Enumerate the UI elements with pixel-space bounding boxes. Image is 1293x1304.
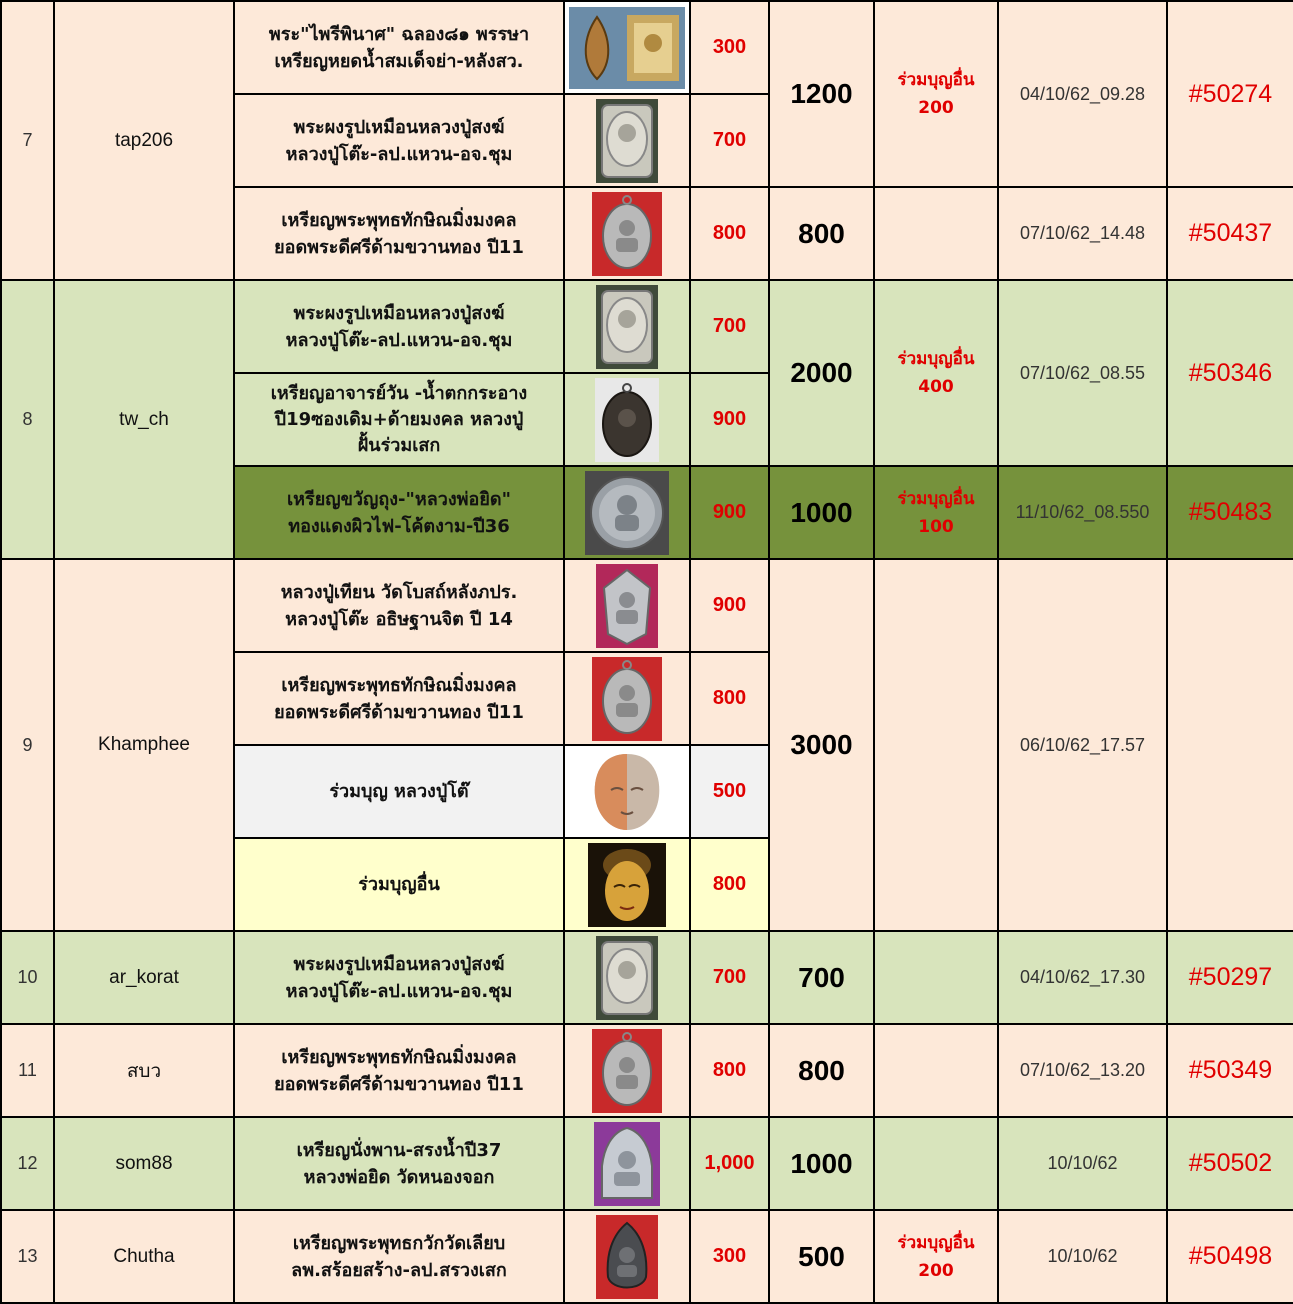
- transfer-date: 04/10/62_09.28: [998, 1, 1167, 187]
- total-amount: 500: [769, 1210, 874, 1303]
- transfer-date: 10/10/62: [998, 1210, 1167, 1303]
- item-photo: [564, 1, 690, 94]
- item-description: เหรียญนั่งพาน-สรงน้ำปี37 หลวงพ่อยิด วัดหนองจอก: [234, 1117, 564, 1210]
- amulet-photo-icon: [592, 1029, 662, 1113]
- item-photo: [564, 373, 690, 466]
- row-number: 12: [1, 1117, 54, 1210]
- reference-number: #50274: [1167, 1, 1293, 187]
- table-row: [1, 1210, 1293, 1303]
- transfer-date: 07/10/62_13.20: [998, 1024, 1167, 1117]
- item-photo: [564, 1024, 690, 1117]
- buddha-face-icon: [571, 750, 683, 834]
- item-description: ร่วมบุญ หลวงปู่โต๊: [234, 745, 564, 838]
- item-price: 800: [690, 838, 769, 931]
- username: tap206: [54, 1, 234, 280]
- username: tw_ch: [54, 280, 234, 559]
- transfer-date: 10/10/62: [998, 1117, 1167, 1210]
- item-description: เหรียญขวัญถุง-"หลวงพ่อยิด" ทองแดงผิวไฟ-โค้ตงาม-ปี36: [234, 466, 564, 559]
- item-description: พระผงรูปเหมือนหลวงปู่สงฆ์ หลวงปู่โต๊ะ-ลป.แหวน-อจ.ชุม: [234, 94, 564, 187]
- item-description: เหรียญพระพุทธทักษิณมิ่งมงคล ยอดพระดีศรีด้ามขวานทอง ปี11: [234, 652, 564, 745]
- item-description: เหรียญพระพุทธกวักวัดเลียบ ลพ.สร้อยสร้าง-ลป.สรวงเสก: [234, 1210, 564, 1303]
- amulet-photo-icon: [585, 471, 669, 555]
- row-number: 10: [1, 931, 54, 1024]
- transfer-date: 07/10/62_14.48: [998, 187, 1167, 280]
- item-price: 800: [690, 1024, 769, 1117]
- amulet-photo-icon: [596, 99, 658, 183]
- item-photo: [564, 931, 690, 1024]
- item-price: 500: [690, 745, 769, 838]
- username: som88: [54, 1117, 234, 1210]
- item-photo: [564, 280, 690, 373]
- reference-number: #50349: [1167, 1024, 1293, 1117]
- extra-donation: [874, 1024, 998, 1117]
- table-row: [1, 1, 1293, 94]
- reference-number: [1167, 559, 1293, 931]
- reference-number: #50297: [1167, 931, 1293, 1024]
- item-price: 700: [690, 931, 769, 1024]
- total-amount: 800: [769, 1024, 874, 1117]
- reference-number: #50346: [1167, 280, 1293, 466]
- item-photo: [564, 652, 690, 745]
- username: Khamphee: [54, 559, 234, 931]
- reference-number: #50483: [1167, 466, 1293, 559]
- buddha-face-icon: [588, 843, 666, 927]
- extra-donation: [874, 931, 998, 1024]
- table-row: [1, 931, 1293, 1024]
- extra-donation: ร่วมบุญอื่น 100: [874, 466, 998, 559]
- item-photo: [564, 1117, 690, 1210]
- transfer-date: 06/10/62_17.57: [998, 559, 1167, 931]
- item-photo: [564, 838, 690, 931]
- total-amount: 3000: [769, 559, 874, 931]
- transfer-date: 04/10/62_17.30: [998, 931, 1167, 1024]
- amulet-photo-icon: [595, 378, 659, 462]
- item-photo: [564, 745, 690, 838]
- total-amount: 2000: [769, 280, 874, 466]
- transfer-date: 07/10/62_08.55: [998, 280, 1167, 466]
- amulet-photo-icon: [596, 1215, 658, 1299]
- extra-donation: ร่วมบุญอื่น 200: [874, 1, 998, 187]
- amulet-photo-icon: [569, 7, 685, 89]
- row-number: 7: [1, 1, 54, 280]
- item-price: 900: [690, 373, 769, 466]
- row-number: 8: [1, 280, 54, 559]
- item-price: 800: [690, 652, 769, 745]
- item-price: 300: [690, 1210, 769, 1303]
- row-number: 11: [1, 1024, 54, 1117]
- total-amount: 800: [769, 187, 874, 280]
- item-description: เหรียญพระพุทธทักษิณมิ่งมงคล ยอดพระดีศรีด้ามขวานทอง ปี11: [234, 187, 564, 280]
- item-description: เหรียญอาจารย์วัน -น้ำตกกระอาง ปี19ซองเดิม+ด้ายมงคล หลวงปู่ ฝั้นร่วมเสก: [234, 373, 564, 466]
- item-description: พระผงรูปเหมือนหลวงปู่สงฆ์ หลวงปู่โต๊ะ-ลป.แหวน-อจ.ชุม: [234, 931, 564, 1024]
- extra-donation: [874, 187, 998, 280]
- item-photo: [564, 94, 690, 187]
- extra-donation: ร่วมบุญอื่น 400: [874, 280, 998, 466]
- table-row: [1, 280, 1293, 373]
- item-price: 700: [690, 94, 769, 187]
- amulet-photo-icon: [596, 564, 658, 648]
- item-description: หลวงปู่เทียน วัดโบสถ์หลังภปร. หลวงปู่โต๊ะ อธิษฐานจิต ปี 14: [234, 559, 564, 652]
- reference-number: #50437: [1167, 187, 1293, 280]
- username: ar_korat: [54, 931, 234, 1024]
- item-price: 900: [690, 559, 769, 652]
- amulet-photo-icon: [594, 1122, 660, 1206]
- item-price: 300: [690, 1, 769, 94]
- amulet-photo-icon: [596, 936, 658, 1020]
- item-description: เหรียญพระพุทธทักษิณมิ่งมงคล ยอดพระดีศรีด้ามขวานทอง ปี11: [234, 1024, 564, 1117]
- item-description: พระผงรูปเหมือนหลวงปู่สงฆ์ หลวงปู่โต๊ะ-ลป.แหวน-อจ.ชุม: [234, 280, 564, 373]
- item-photo: [564, 559, 690, 652]
- item-description: พระ"ไพรีพินาศ" ฉลอง๘๑ พรรษา เหรียญหยดน้ำสมเด็จย่า-หลังสว.: [234, 1, 564, 94]
- item-price: 800: [690, 187, 769, 280]
- item-price: 1,000: [690, 1117, 769, 1210]
- extra-donation: [874, 559, 998, 931]
- item-photo: [564, 1210, 690, 1303]
- transfer-date: 11/10/62_08.550: [998, 466, 1167, 559]
- extra-donation: ร่วมบุญอื่น 200: [874, 1210, 998, 1303]
- amulet-photo-icon: [596, 285, 658, 369]
- row-number: 9: [1, 559, 54, 931]
- item-description: ร่วมบุญอื่น: [234, 838, 564, 931]
- username: สบว: [54, 1024, 234, 1117]
- total-amount: 1000: [769, 466, 874, 559]
- item-price: 700: [690, 280, 769, 373]
- amulet-photo-icon: [592, 192, 662, 276]
- extra-donation: [874, 1117, 998, 1210]
- item-price: 900: [690, 466, 769, 559]
- total-amount: 700: [769, 931, 874, 1024]
- reference-number: #50502: [1167, 1117, 1293, 1210]
- total-amount: 1200: [769, 1, 874, 187]
- username: Chutha: [54, 1210, 234, 1303]
- table-row: [1, 1117, 1293, 1210]
- table-row: [1, 559, 1293, 652]
- item-photo: [564, 187, 690, 280]
- amulet-photo-icon: [592, 657, 662, 741]
- total-amount: 1000: [769, 1117, 874, 1210]
- reference-number: #50498: [1167, 1210, 1293, 1303]
- item-photo: [564, 466, 690, 559]
- table-row: [1, 1024, 1293, 1117]
- row-number: 13: [1, 1210, 54, 1303]
